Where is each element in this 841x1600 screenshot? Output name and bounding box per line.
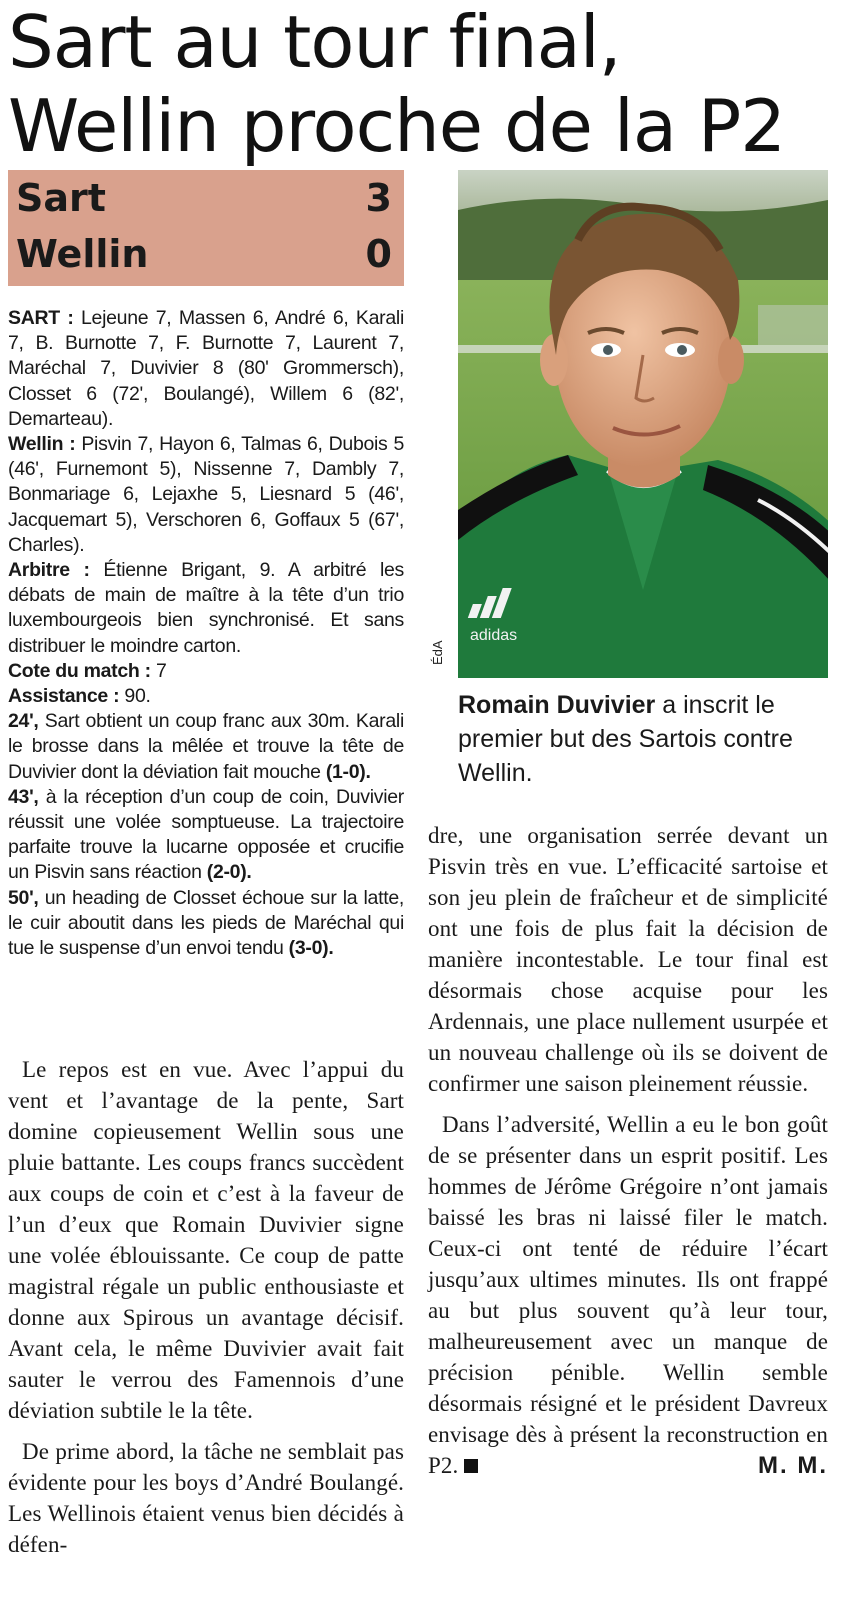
- article-paragraph: Le repos est en vue. Avec l’appui du vent et l’avantage de la pente, Sart domine copieusement Wellin sous une pluie battante. Les coups francs succèdent aux coups de coin et c’est à la faveur de l’un d’eux que Romain Duvivier signe une volée éblouissante. Ce coup de patte magistral régale un public enthousiaste et donne aux Spirous un avantage décisif. Avant cela, le même Duvivier avait fait sauter le verrou des Famennois d’une déviation subtile le la tête.: [8, 1057, 404, 1423]
- score-box: [8, 170, 404, 286]
- home-team: Sart: [16, 176, 106, 220]
- headline-line-2: Wellin proche de la P2: [8, 84, 786, 168]
- author-signature: M. M.: [758, 1452, 828, 1479]
- match-rating: Cote du match : 7: [8, 659, 167, 682]
- player-portrait-image: [458, 170, 828, 678]
- article-body-right: [428, 820, 828, 1481]
- headline-line-1: Sart au tour final,: [8, 0, 621, 84]
- player-photo: [458, 170, 828, 678]
- headline: [8, 0, 838, 168]
- article-paragraph: De prime abord, la tâche ne semblait pas évidente pour les boys d’André Boulangé. Les Wellinois étaient venus bien décidés à défen-: [8, 1439, 404, 1557]
- home-goals: 3: [365, 176, 392, 220]
- goal-2: 43', à la réception d’un coup de coin, Duvivier réussit une volée somptueuse. La trajectoire parfaite trouve la lucarne opposée et crucifie un Pisvin sans réaction (2-0).: [8, 785, 404, 884]
- score-row-home: [8, 170, 404, 226]
- referee: Arbitre : Étienne Brigant, 9. A arbitré les débats de main de maître à la tête d’un trio luxembourgeois bien synchronisé. Et sans distribuer le moindre carton.: [8, 559, 405, 657]
- sart-lineup: SART : Lejeune 7, Massen 6, André 6, Karali 7, B. Burnotte 7, F. Burnotte 7, Laurent 7, Maréchal 7, Duvivier 8 (80' Grommersch), Closset 6 (72', Boulangé), Willem 6 (82', Demarteau).: [8, 307, 404, 430]
- attendance: Assistance : 90.: [8, 685, 151, 708]
- away-goals: 0: [365, 232, 392, 276]
- wellin-lineup: Wellin : Pisvin 7, Hayon 6, Talmas 6, Dubois 5 (46', Furnemont 5), Nissenne 7, Dambly 7, Bonmariage 6, Lejaxhe 5, Liesnard 5 (46', Jacquemart 5), Verschoren 6, Goffaux 5 (67', Charles).: [8, 433, 404, 556]
- wellin-label: Wellin :: [8, 433, 76, 456]
- attendance-label: Assistance :: [8, 685, 120, 708]
- end-mark-icon: [464, 1459, 478, 1473]
- goal-1: 24', Sart obtient un coup franc aux 30m. Karali le brosse dans la mêlée et trouve la tête de Duvivier dont la déviation fait mouche (1-0).: [8, 710, 404, 783]
- article-paragraph: Dans l’adversité, Wellin a eu le bon goût de se présenter dans un esprit positif. Les hommes de Jérôme Grégoire n’ont jamais baissé les bras ni laissé filer le match. Ceux-ci ont tenté de réduire l’écart jusqu’aux ultimes minutes. Ils ont frappé au but plus souvent qu’à leur tour, malheureusement avec un manque de précision pénible. Wellin semble désormais résigné et le président Davreux envisage dès à présent la reconstruction en P2. M. M.: [428, 1112, 828, 1479]
- jersey-brand: adidas: [470, 627, 518, 644]
- caption-name: Romain Duvivier: [458, 691, 656, 719]
- goal-3: 50', un heading de Closset échoue sur la latte, le cuir aboutit dans les pieds de Maréchal qui tue le suspense d’un envoi tendu (3-0).: [8, 886, 404, 960]
- article-paragraph: dre, une organisation serrée devant un Pisvin très en vue. L’efficacité sartoise et son jeu plein de fraîcheur et de simplicité ont une fois de plus fait la décision de manière incontestable. Le tour final est désormais chose acquise pour les Ardennais, une place nullement usurpée et un nouveau challenge où ils se doivent de confirmer une saison pleinement réussie.: [428, 823, 828, 1096]
- cote-label: Cote du match :: [8, 659, 151, 682]
- away-team: Wellin: [16, 232, 149, 276]
- photo-credit: ÉdA: [430, 640, 445, 665]
- score-row-away: [8, 226, 404, 282]
- referee-label: Arbitre :: [8, 559, 90, 582]
- photo-caption: Romain Duvivier a inscrit le premier but des Sartois contre Wellin.: [458, 691, 793, 787]
- article-body-left: [8, 1054, 404, 1560]
- sart-label: SART :: [8, 307, 74, 329]
- match-details: [8, 306, 404, 961]
